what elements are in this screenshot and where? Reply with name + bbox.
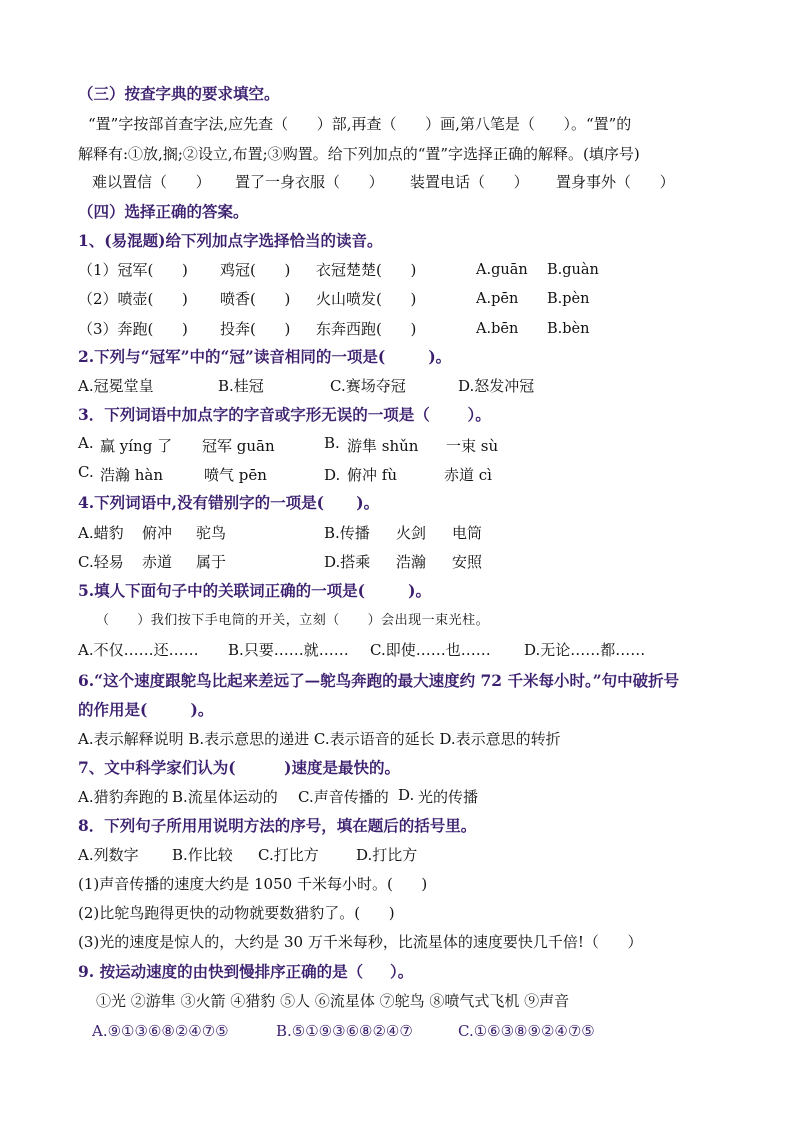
- q4-a-3: 驼鸟: [196, 524, 227, 542]
- q8-option-d: D.打比方: [356, 846, 418, 864]
- q4-title: 4.下列词语中,没有错别字的一项是( )。: [78, 493, 380, 512]
- section4-heading: （四）选择正确的答案。: [78, 202, 249, 221]
- q1-row1-word3: 衣冠楚楚( ): [316, 261, 417, 279]
- section3-item-1: 难以置信（ ）: [92, 173, 211, 191]
- q1-row3-word2: 投奔( ): [220, 320, 291, 338]
- q3-option-b-word2: 一束 sù: [446, 437, 499, 455]
- q3-option-d-word1: 俯冲 fù: [347, 466, 397, 484]
- q7-title: 7、文中科学家们认为( )速度是最快的。: [78, 758, 401, 777]
- q1-row2-word3: 火山喷发( ): [316, 290, 417, 308]
- q7-option-d: 光的传播: [418, 788, 479, 806]
- q9-option-c: C.①⑥③⑧⑨②④⑦⑤: [458, 1022, 595, 1040]
- q4-c-1: C.轻易: [78, 553, 124, 571]
- q2-option-d: D.怒发冲冠: [458, 377, 535, 395]
- q4-c-3: 属于: [196, 553, 227, 571]
- q1-row1-option-a: A.guān: [476, 262, 528, 278]
- q1-row2-word1: （2）喷壶( ): [78, 290, 188, 308]
- q3-option-c-word2: 喷气 pēn: [204, 466, 267, 484]
- section3-item-4: 置身事外（ ）: [556, 173, 675, 191]
- q1-row1-word1: （1）冠军( ): [78, 261, 188, 279]
- q5-option-b: B.只要……就……: [228, 641, 349, 659]
- section3-heading: （三）按查字典的要求填空。: [78, 84, 280, 103]
- q1-row1-word2: 鸡冠( ): [220, 261, 291, 279]
- q3-label-c: C.: [78, 463, 94, 481]
- q1-row3-option-b: B.bèn: [547, 321, 590, 337]
- q5-option-a: A.不仅……还……: [78, 641, 199, 659]
- q3-title: 3．下列词语中加点字的字音或字形无误的一项是（ ）。: [78, 405, 491, 424]
- q5-title: 5.填人下面句子中的关联词正确的一项是( )。: [78, 581, 432, 600]
- q8-option-c: C.打比方: [258, 846, 319, 864]
- q9-items: ①光 ②游隼 ③火箭 ④猎豹 ⑤人 ⑥流星体 ⑦鸵鸟 ⑧喷气式飞机 ⑨声音: [96, 992, 570, 1010]
- q8-title: 8．下列句子所用用说明方法的序号，填在题后的括号里。: [78, 816, 477, 835]
- q9-title: 9. 按运动速度的由快到慢排序正确的是（ ）。: [78, 962, 414, 981]
- q4-b-3: 电筒: [452, 524, 483, 542]
- q3-option-b-word1: 游隼 shǔn: [347, 437, 419, 455]
- q4-d-3: 安照: [452, 553, 483, 571]
- q2-option-c: C.赛场夺冠: [330, 377, 406, 395]
- q7-label-d: D.: [398, 786, 415, 804]
- q7-option-a: A.猎豹奔跑的: [78, 788, 169, 806]
- q4-c-2: 赤道: [142, 553, 173, 571]
- q3-label-a: A.: [78, 434, 94, 452]
- q8-sentence-2: (2)比鸵鸟跑得更快的动物就要数猎豹了。( ): [78, 904, 395, 922]
- q3-option-a-word2: 冠军 guān: [202, 437, 275, 455]
- q5-option-c: C.即使……也……: [370, 641, 491, 659]
- q8-sentence-1: (1)声音传播的速度大约是 1050 千米每小时。( ): [78, 875, 428, 893]
- q3-label-b: B.: [324, 434, 340, 452]
- q1-row2-option-b: B.pèn: [547, 291, 590, 307]
- q4-a-1: A.蜡豹: [78, 524, 124, 542]
- q5-option-d: D.无论……都……: [524, 641, 646, 659]
- section3-item-3: 装置电话（ ）: [410, 173, 529, 191]
- q4-b-2: 火剑: [396, 524, 427, 542]
- q6-options: A.表示解释说明 B.表示意思的递进 C.表示语音的延长 D.表示意思的转折: [78, 730, 561, 748]
- q1-row3-option-a: A.bēn: [476, 321, 519, 337]
- q8-option-a: A.列数字: [78, 846, 139, 864]
- q2-option-b: B.桂冠: [218, 377, 264, 395]
- q8-sentence-3: (3)光的速度是惊人的，大约是 30 万千米每秒，比流星体的速度要快几千倍!（ ）: [78, 933, 643, 951]
- section3-line2: 解释有:①放,搁;②设立,布置;③购置。给下列加点的“置”字选择正确的解释。(填序号): [78, 145, 640, 163]
- q7-option-c: C.声音传播的: [298, 788, 389, 806]
- q9-option-a: A.⑨①③⑥⑧②④⑦⑤: [92, 1022, 229, 1040]
- q3-option-a-word1: 赢 yíng 了: [100, 437, 173, 455]
- q6-title-line2: 的作用是( )。: [78, 700, 214, 719]
- section3-item-2: 置了一身衣服（ ）: [235, 173, 384, 191]
- q1-row1-option-b: B.guàn: [547, 262, 599, 278]
- q1-title: 1、(易混题)给下列加点字选择恰当的读音。: [78, 231, 383, 250]
- q3-option-c-word1: 浩瀚 hàn: [100, 466, 164, 484]
- q5-sentence: （ ）我们按下手电筒的开关，立刻（ ）会出现一束光柱。: [96, 613, 490, 628]
- q3-label-d: D.: [324, 466, 341, 484]
- q7-option-b: B.流星体运动的: [172, 788, 278, 806]
- q6-title-line1: 6.“这个速度跟鸵鸟比起来差远了—鸵鸟奔跑的最大速度约 72 千米每小时。”句中破折号: [78, 671, 680, 690]
- q2-option-a: A.冠冕堂皇: [78, 377, 154, 395]
- q1-row2-word2: 喷香( ): [220, 290, 291, 308]
- section3-line1: “置”字按部首查字法,应先查（ ）部,再查（ ）画,第八笔是（ ）。“置”的: [88, 115, 632, 133]
- q1-row3-word1: （3）奔跑( ): [78, 320, 188, 338]
- q9-option-b: B.⑤①⑨③⑥⑧②④⑦: [276, 1022, 413, 1040]
- q4-b-1: B.传播: [324, 524, 370, 542]
- q4-d-2: 浩瀚: [396, 553, 427, 571]
- q1-row2-option-a: A.pēn: [476, 291, 519, 307]
- q1-row3-word3: 东奔西跑( ): [316, 320, 417, 338]
- q8-option-b: B.作比较: [172, 846, 233, 864]
- q2-title: 2.下列与“冠军”中的“冠”读音相同的一项是( )。: [78, 347, 452, 366]
- q3-option-d-word2: 赤道 cì: [444, 466, 492, 484]
- q4-a-2: 俯冲: [142, 524, 173, 542]
- q4-d-1: D.搭乘: [324, 553, 371, 571]
